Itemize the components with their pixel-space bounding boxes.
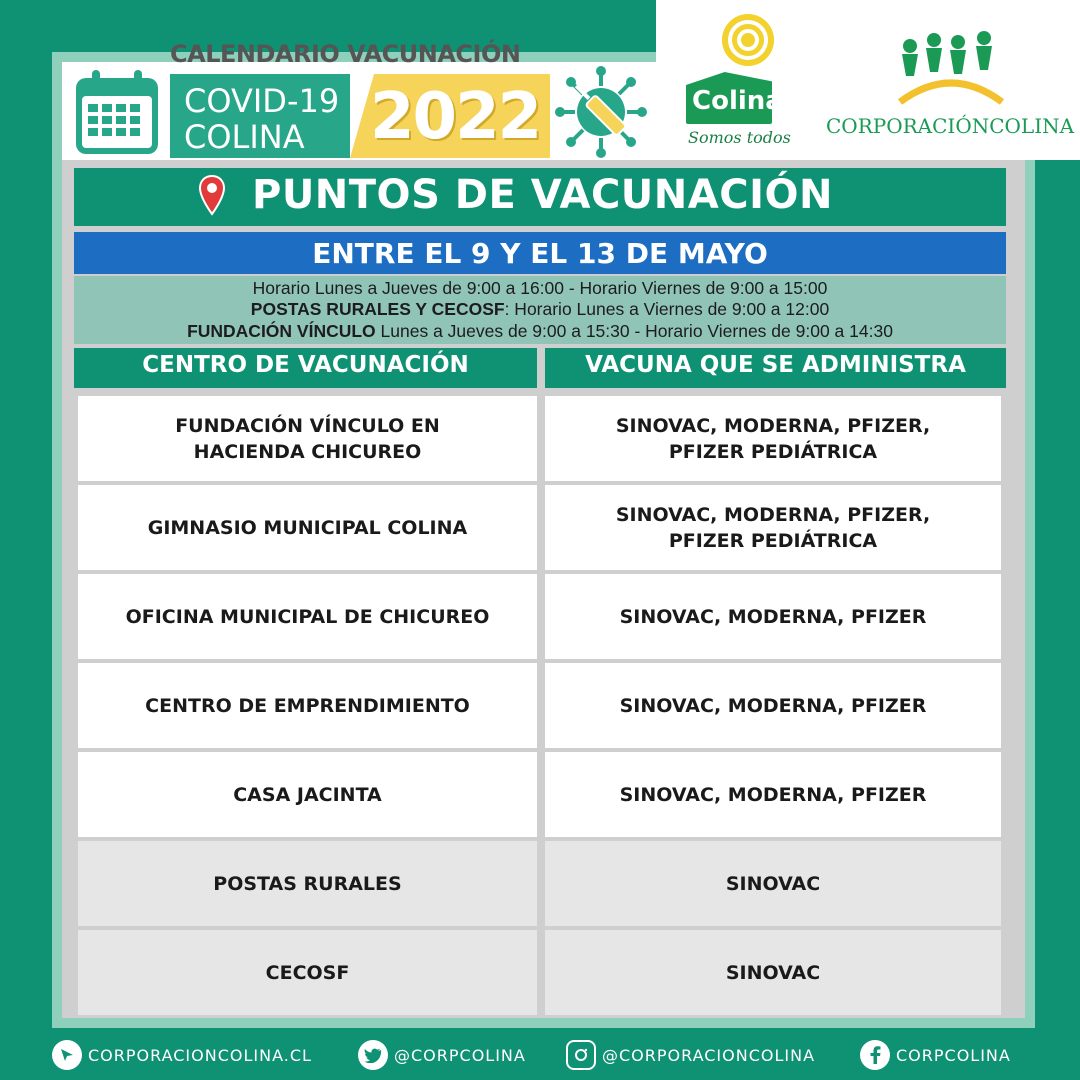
table-cell-vaccine: SINOVAC [545,930,1001,1015]
instagram-icon [566,1040,596,1070]
hours-postas-label: POSTAS RURALES Y CECOSF [250,299,505,319]
colina-logo-word: Colina [692,86,783,116]
table-cell-vaccine: SINOVAC, MODERNA, PFIZER, PFIZER PEDIÁTRICA [545,396,1001,481]
hours-fundacion-text: Lunes a Jueves de 9:00 a 15:30 - Horario Viernes de 9:00 a 14:30 [375,321,893,341]
table-cell-center: CENTRO DE EMPRENDIMIENTO [78,663,537,748]
year-label: 2022 [370,80,541,154]
date-range: ENTRE EL 9 Y EL 13 DE MAYO [312,237,768,270]
footer-instagram-text: @CORPORACIONCOLINA [602,1045,816,1065]
covid-label: COVID-19 [184,82,340,120]
calendar-title: CALENDARIO VACUNACIÓN [170,40,521,68]
footer-twitter-text: @CORPCOLINA [394,1045,526,1065]
footer-twitter[interactable] [358,1040,526,1070]
footer-facebook[interactable] [860,1040,1011,1070]
table-cell-vaccine: SINOVAC, MODERNA, PFIZER [545,663,1001,748]
footer-facebook-text: CORPCOLINA [896,1045,1011,1065]
footer-website-text: CORPORACIONCOLINA.CL [88,1045,312,1065]
children-group-icon [896,28,1006,108]
table-cell-center: CECOSF [78,930,537,1015]
colina-logo-tagline: Somos todos [688,128,791,147]
cursor-icon [52,1040,82,1070]
table-cell-vaccine: SINOVAC, MODERNA, PFIZER, PFIZER PEDIÁTRICA [545,485,1001,570]
hours-postas-text: : Horario Lunes a Viernes de 9:00 a 12:00 [504,299,830,319]
twitter-icon [358,1040,388,1070]
hours-line-postas [74,299,1006,320]
column-header-vaccine: VACUNA QUE SE ADMINISTRA [585,352,966,378]
table-cell-center: OFICINA MUNICIPAL DE CHICUREO [78,574,537,659]
table-cell-center: GIMNASIO MUNICIPAL COLINA [78,485,537,570]
table-cell-center: FUNDACIÓN VÍNCULO EN HACIENDA CHICUREO [78,396,537,481]
table-cell-vaccine: SINOVAC [545,841,1001,926]
corporacion-logo-word: CORPORACIÓNCOLINA [826,114,1075,138]
facebook-icon [860,1040,890,1070]
corporacion-logo [826,28,1076,148]
page-title: PUNTOS DE VACUNACIÓN [252,172,833,218]
table-cell-center: POSTAS RURALES [78,841,537,926]
table-cell-vaccine: SINOVAC, MODERNA, PFIZER [545,752,1001,837]
footer-website[interactable] [52,1040,312,1070]
sun-spiral-icon [720,12,776,68]
hours-fundacion-label: FUNDACIÓN VÍNCULO [187,321,376,341]
calendar-icon [72,68,162,158]
colina-label: COLINA [184,118,305,156]
table-cell-vaccine: SINOVAC, MODERNA, PFIZER [545,574,1001,659]
hours-line-general: Horario Lunes a Jueves de 9:00 a 16:00 - Horario Viernes de 9:00 a 15:00 [252,278,828,298]
colina-logo [682,12,792,152]
column-header-center: CENTRO DE VACUNACIÓN [142,352,469,378]
virus-syringe-icon [555,66,647,158]
footer-instagram[interactable] [566,1040,815,1070]
hours-line-fundacion [74,321,1006,342]
location-pin-icon [198,174,226,218]
table-cell-center: CASA JACINTA [78,752,537,837]
